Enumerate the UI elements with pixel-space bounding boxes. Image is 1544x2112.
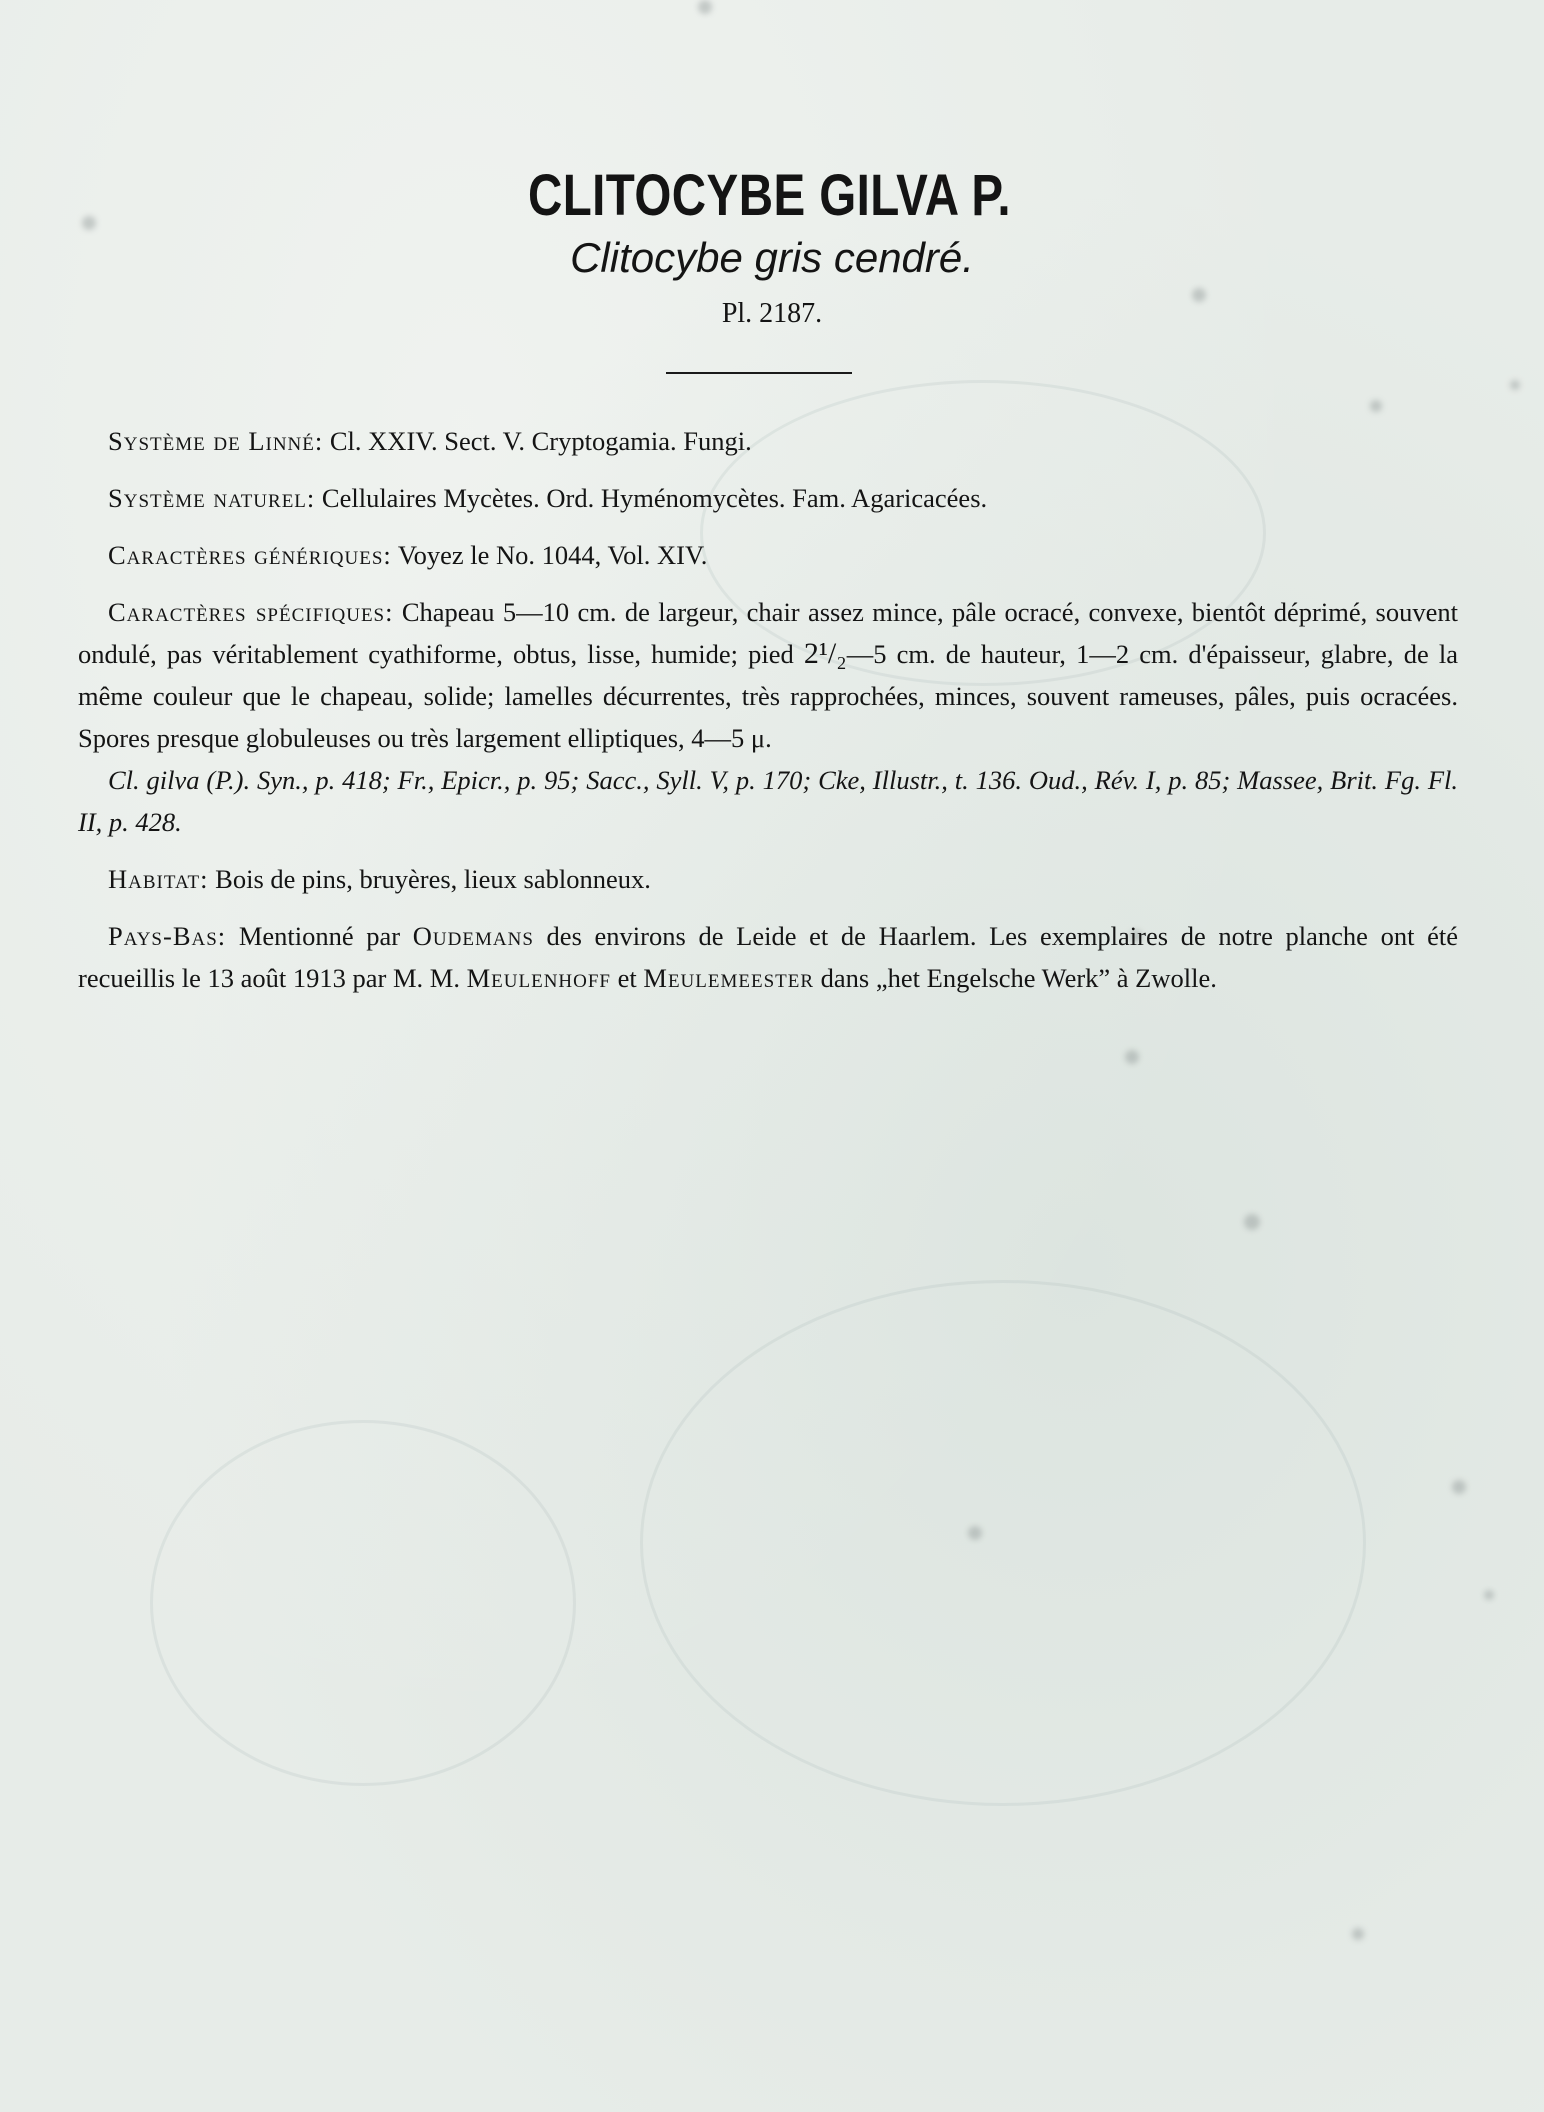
specifiques-paragraph bbox=[78, 591, 1458, 759]
paper-spot bbox=[1370, 400, 1382, 412]
section-text: Bois de pins, bruyères, lieux sablonneux. bbox=[208, 864, 651, 894]
naturel-paragraph bbox=[78, 477, 1458, 519]
paper-spot bbox=[82, 216, 96, 230]
person-name: Oudemans bbox=[412, 921, 534, 951]
show-through-shape bbox=[640, 1280, 1366, 1806]
paper-spot bbox=[1125, 1050, 1139, 1064]
habitat-paragraph bbox=[78, 858, 1458, 900]
generiques-paragraph bbox=[78, 534, 1458, 576]
paper-spot bbox=[968, 1526, 982, 1540]
description-body bbox=[78, 420, 1458, 1014]
paper-spot bbox=[1510, 380, 1520, 390]
person-name: Meulenhoff bbox=[466, 963, 611, 993]
paper-spot bbox=[698, 0, 712, 14]
section-text: Voyez le No. 1044, Vol. XIV. bbox=[391, 540, 708, 570]
section-label: Caractères génériques: bbox=[108, 540, 392, 570]
references-paragraph: Cl. gilva (P.). Syn., p. 418; Fr., Epicr., p. 95; Sacc., Syll. V, p. 170; Cke, Illustr., t. 136. Oud., Rév. I, p. 85; Massee, Brit. Fg. Fl. II, p. 428. bbox=[78, 765, 1458, 837]
section-text: des environs de Leide et de Haarlem. Les exemplaires de notre planche ont été recueillis le 13 août 1913 par M. M. bbox=[78, 921, 1458, 993]
paper-spot bbox=[1484, 1590, 1494, 1600]
paper-spot bbox=[1352, 1928, 1364, 1940]
page-title: CLITOCYBE GILVA P. bbox=[527, 163, 1012, 228]
paper-spot bbox=[1244, 1214, 1260, 1230]
section-label: Pays-Bas: bbox=[108, 921, 227, 951]
plate-number: Pl. 2187. bbox=[721, 298, 823, 329]
section-text: Mentionné par bbox=[226, 921, 413, 951]
section-label: Système de Linné: bbox=[108, 426, 324, 456]
section-text: Chapeau 5—10 cm. de largeur, chair assez mince, pâle ocracé, convexe, bientôt déprimé, souvent ondulé, pas véritablement cyathiforme, obtus, lisse, humide; pied bbox=[78, 597, 1458, 669]
person-name: Meulemeester bbox=[643, 963, 815, 993]
section-label: Habitat: bbox=[108, 864, 209, 894]
section-label: Caractères spécifiques: bbox=[108, 597, 394, 627]
paper-spot bbox=[1452, 1480, 1466, 1494]
section-label: Système naturel: bbox=[108, 483, 316, 513]
linne-paragraph bbox=[78, 420, 1458, 462]
section-text: et bbox=[611, 963, 644, 993]
section-text: dans „het Engelsche Werk” à Zwolle. bbox=[814, 963, 1217, 993]
show-through-shape bbox=[150, 1420, 576, 1786]
common-name: Clitocybe gris cendré. bbox=[570, 234, 974, 281]
section-text: —5 cm. de hauteur, 1—2 cm. d'épaisseur, glabre, de la même couleur que le chapeau, solide; lamelles décurrentes, très rapprochées, minces, souvent rameuses, pâles, puis ocracées. Spores presque globuleuses ou très largement elliptiques, 4—5 μ. bbox=[78, 639, 1458, 753]
paysbas-paragraph bbox=[78, 915, 1458, 999]
fraction-value: 2¹/₂ bbox=[803, 637, 847, 670]
divider-rule bbox=[666, 372, 852, 374]
section-text: Cellulaires Mycètes. Ord. Hyménomycètes. Fam. Agaricacées. bbox=[315, 483, 988, 513]
section-text: Cl. XXIV. Sect. V. Cryptogamia. Fungi. bbox=[323, 426, 752, 456]
